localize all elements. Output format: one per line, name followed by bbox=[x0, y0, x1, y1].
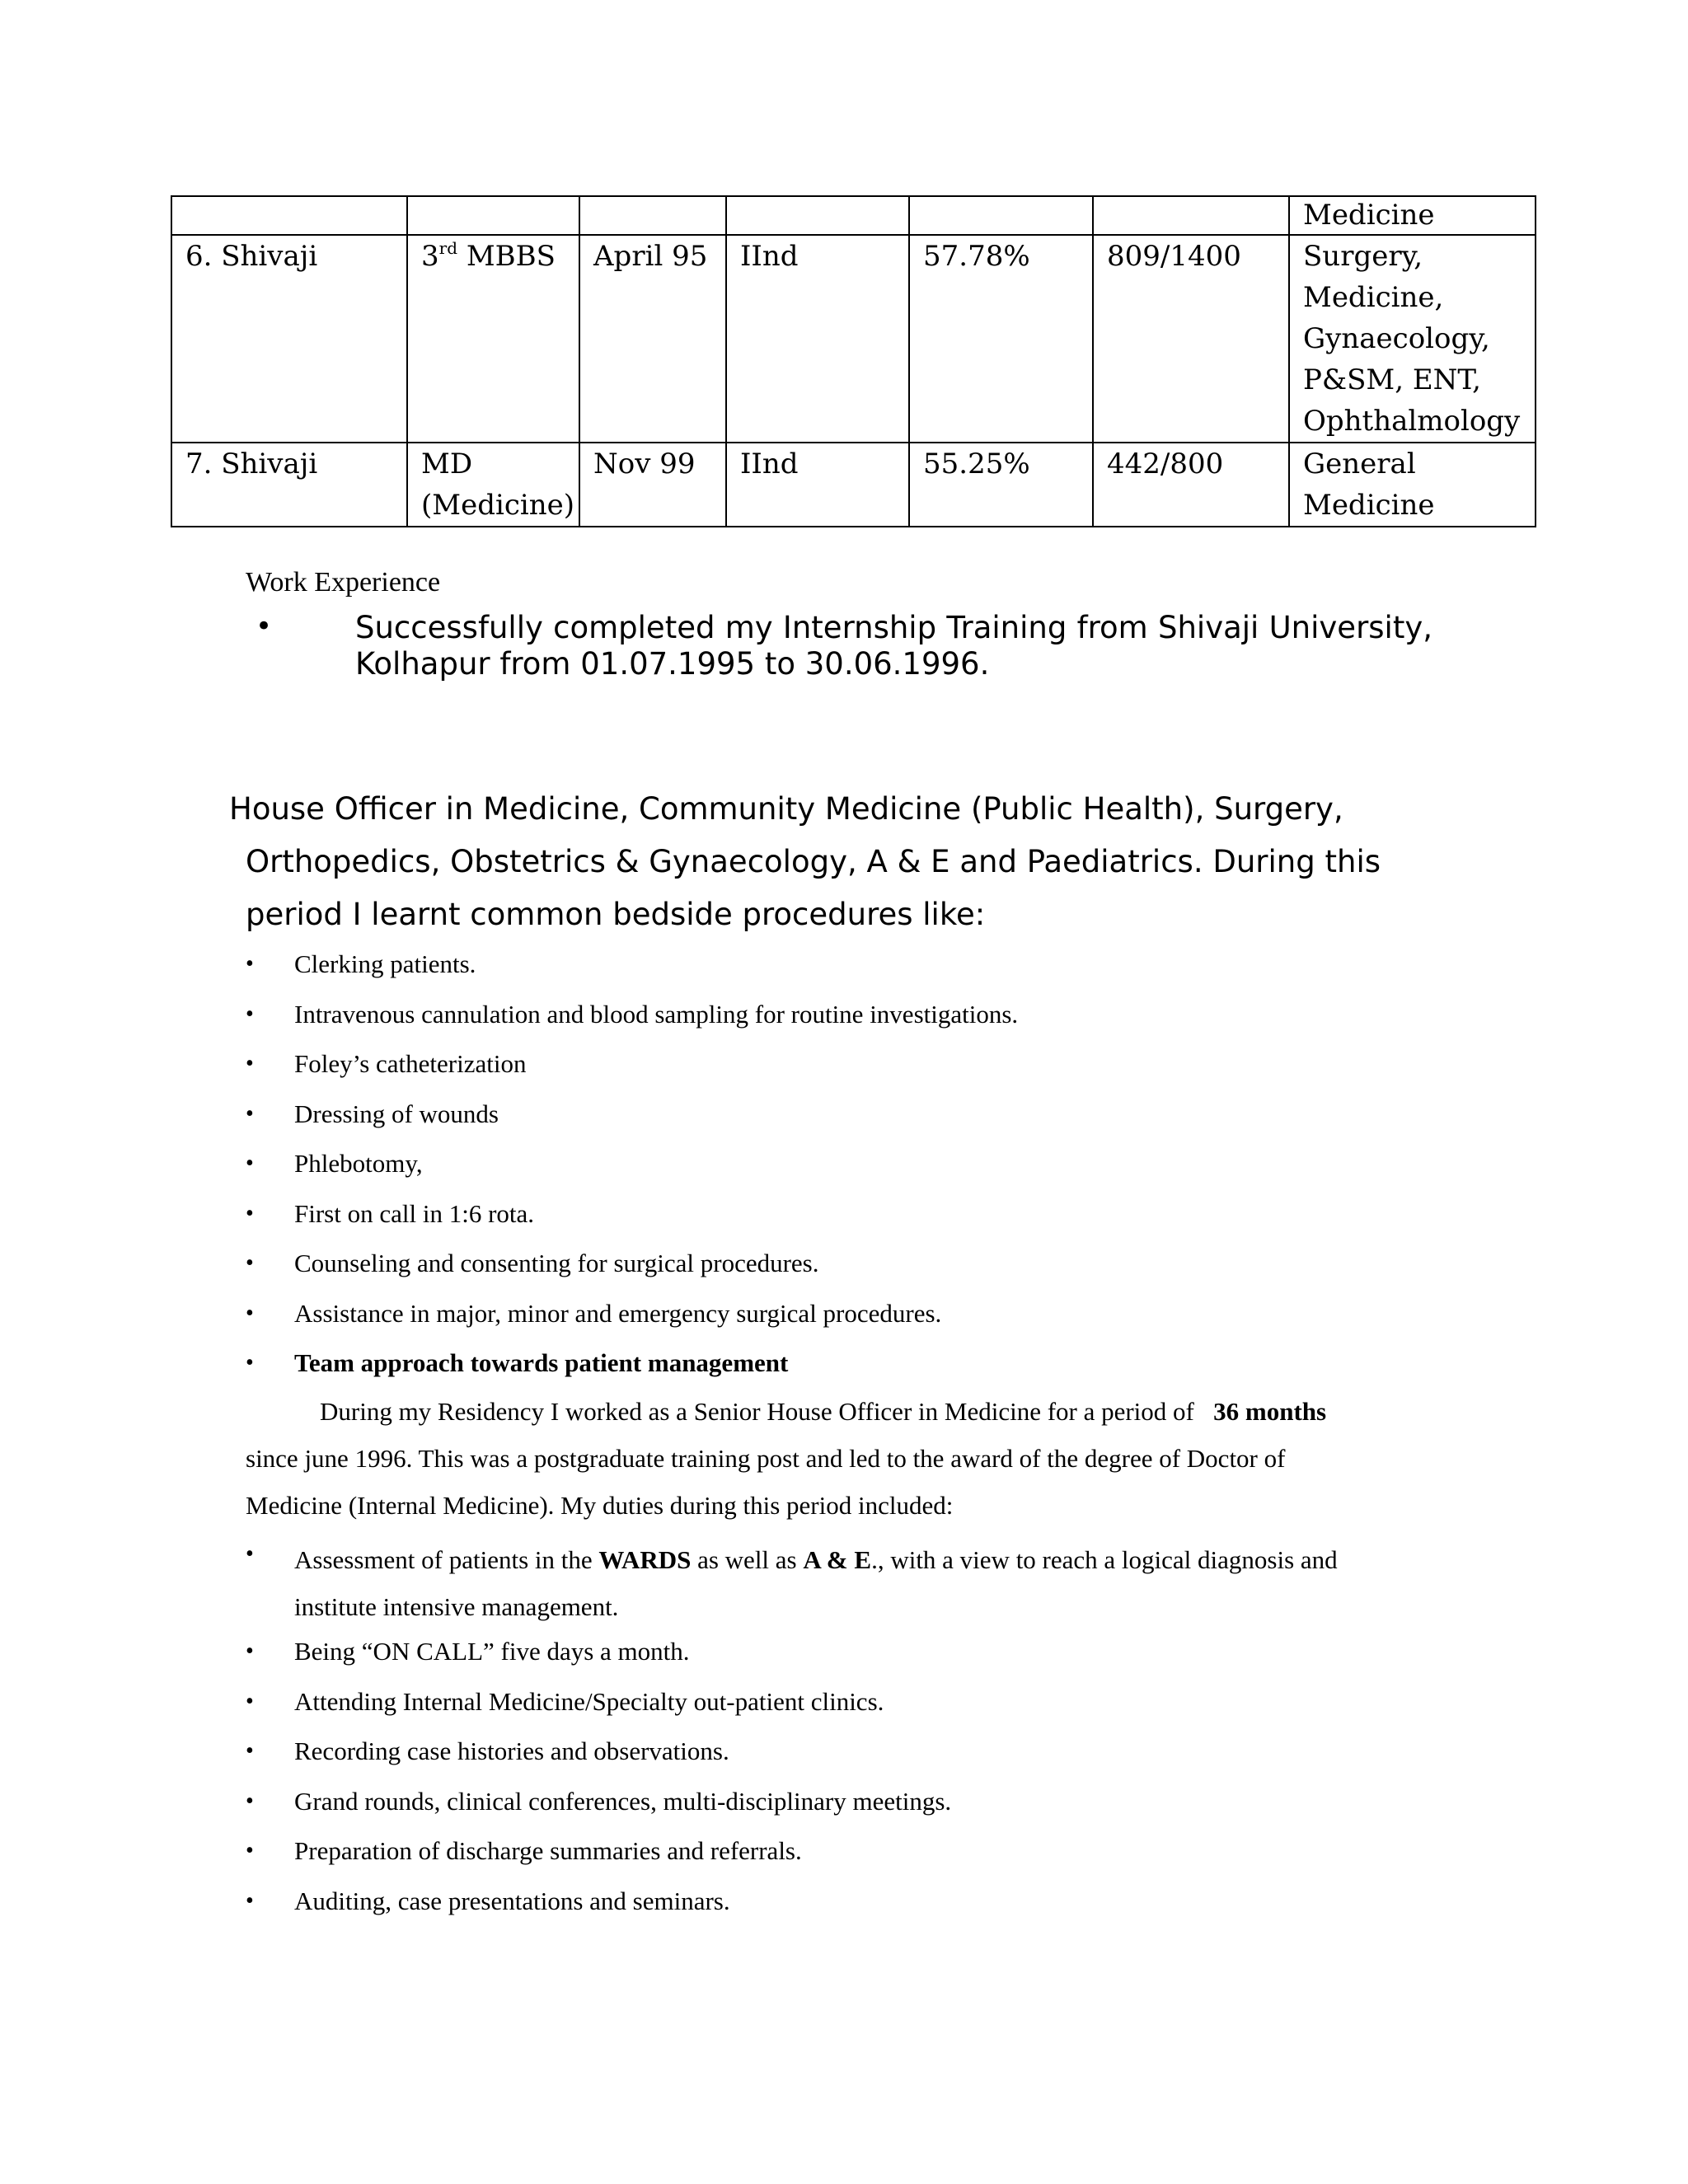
bullet-icon: • bbox=[246, 1541, 254, 1567]
class-cell: IInd bbox=[726, 235, 909, 443]
percent-cell: 55.25% bbox=[909, 443, 1093, 527]
university-cell: 7. Shivaji bbox=[171, 443, 407, 527]
university-cell: 6. Shivaji bbox=[171, 235, 407, 443]
bullet-icon: • bbox=[246, 1001, 254, 1027]
internship-line: Kolhapur from 01.07.1995 to 30.06.1996. bbox=[355, 646, 990, 682]
subject-line: Surgery, bbox=[1303, 240, 1423, 273]
exam-name: MBBS bbox=[466, 240, 556, 273]
residency-paragraph bbox=[246, 1388, 1432, 1529]
class-cell: IInd bbox=[726, 443, 909, 527]
table-cell bbox=[407, 196, 579, 235]
paragraph-line: period I learnt common bedside procedures like: bbox=[246, 897, 986, 932]
table-cell bbox=[579, 196, 726, 235]
subject-line: Gynaecology, bbox=[1303, 322, 1490, 355]
bullet-icon: • bbox=[246, 1350, 254, 1376]
subject-line: Medicine, bbox=[1303, 281, 1444, 314]
table-cell bbox=[1289, 196, 1536, 235]
bullet-icon: • bbox=[246, 1200, 254, 1226]
duration-emphasis: 36 months bbox=[1213, 1397, 1327, 1426]
exam-number: 3 bbox=[421, 240, 439, 273]
bullet-icon: • bbox=[246, 1151, 254, 1176]
exam-line: (Medicine) bbox=[421, 489, 575, 522]
bullet-icon: • bbox=[246, 1100, 254, 1127]
bullet-icon: • bbox=[246, 1300, 254, 1326]
subjects-cell bbox=[1289, 443, 1536, 527]
bullet-icon: • bbox=[246, 1250, 254, 1276]
date-cell: April 95 bbox=[579, 235, 726, 443]
house-officer-paragraph bbox=[229, 783, 1400, 941]
subject-line: P&SM, ENT, bbox=[1303, 363, 1481, 396]
internship-item bbox=[246, 610, 1432, 682]
table-row bbox=[171, 235, 1536, 443]
bullet-icon: • bbox=[246, 1051, 254, 1076]
bullet-icon: • bbox=[246, 951, 254, 977]
bullet-icon: • bbox=[246, 1738, 254, 1764]
exam-ordinal: rd bbox=[438, 237, 458, 258]
bullet-icon: • bbox=[246, 1688, 254, 1714]
internship-line: Successfully completed my Internship Training from Shivaji University, bbox=[355, 610, 1432, 645]
table-cell bbox=[726, 196, 909, 235]
paragraph-line: Orthopedics, Obstetrics & Gynaecology, A & E and Paediatrics. During this bbox=[246, 844, 1381, 879]
paragraph-line: since june 1996. This was a postgraduate training post and led to the award of the degree of Doctor of bbox=[246, 1444, 1286, 1473]
education-table bbox=[171, 195, 1536, 527]
bullet-icon: • bbox=[246, 1788, 254, 1814]
document-page: Medicine 6. Shivaji 3rd MBBS April 95 IInd 57.78% 809/1400 Surgery, Medicine, Gynaecology, P&SM, ENT, Ophthalmology 7. Shivaji MD (Medicine) Nov 99 IInd 55.25% 442/800 General Medicine Work Experience • Successfully completed my Internship Training from Shivaji University, Kolhapur from 01.07.1995 to 30.06.1996. House Officer in Medicine, Community Medicine (Public Health), Surgery, Orthopedics, Obstetrics & Gynaecology, A & E and Paediatrics. During this period I learnt common bedside procedures like: • Clerking patients. • Intravenous cannulation and blood sampling for routine investigations. • Foley’s catheterization • Dressing of wounds • Phlebotomy, • First on call in 1:6 rota. • Counseling and consenting for surgical procedures. • Assistance in major, minor and emergency surgical procedures. • Team approach towards patient management During my Residency I worked as a Senior House Officer in Medicine for a period of 36 months since june 1996. This was a postgraduate training post and led to the award of the degree of Doctor of Medicine (Internal Medicine). My duties during this period included: • Assessment of patients in the WARDS as well as A & E., with a view to reach a logical diagnosis and institute intensive management. • Being “ON CALL” five days a month. • Attending Internal Medicine/Specialty out-patient clinics. • Recording case histories and observations. • Grand rounds, clinical conferences, multi-disciplinary meetings. • Preparation of discharge summaries and referrals. • Auditing, case presentations and seminars. bbox=[0, 0, 1688, 2184]
exam-cell bbox=[407, 443, 579, 527]
table-cell bbox=[171, 196, 407, 235]
bullet-icon: • bbox=[246, 1638, 254, 1664]
subject-text: Medicine bbox=[1303, 199, 1435, 232]
table-row bbox=[171, 443, 1536, 527]
table-cell bbox=[1093, 196, 1289, 235]
table-cell bbox=[909, 196, 1093, 235]
paragraph-line: House Officer in Medicine, Community Medicine (Public Health), Surgery, bbox=[229, 791, 1343, 827]
paragraph-line: Medicine (Internal Medicine). My duties during this period included: bbox=[246, 1491, 954, 1520]
section-heading: Work Experience bbox=[246, 567, 441, 598]
exam-cell bbox=[407, 235, 579, 443]
exam-line: MD bbox=[421, 448, 473, 480]
subjects-cell bbox=[1289, 235, 1536, 443]
paragraph-line: During my Residency I worked as a Senior House Officer in Medicine for a period of 36 months bbox=[320, 1397, 1327, 1426]
subject-line: Ophthalmology bbox=[1303, 405, 1521, 438]
marks-cell: 809/1400 bbox=[1093, 235, 1289, 443]
bullet-icon: • bbox=[256, 610, 273, 643]
table-row bbox=[171, 196, 1536, 235]
subject-line: General bbox=[1303, 448, 1416, 480]
percent-cell: 57.78% bbox=[909, 235, 1093, 443]
subject-line: Medicine bbox=[1303, 489, 1435, 522]
bullet-icon: • bbox=[246, 1887, 254, 1914]
date-cell: Nov 99 bbox=[579, 443, 726, 527]
marks-cell: 442/800 bbox=[1093, 443, 1289, 527]
bullet-icon: • bbox=[246, 1838, 254, 1863]
